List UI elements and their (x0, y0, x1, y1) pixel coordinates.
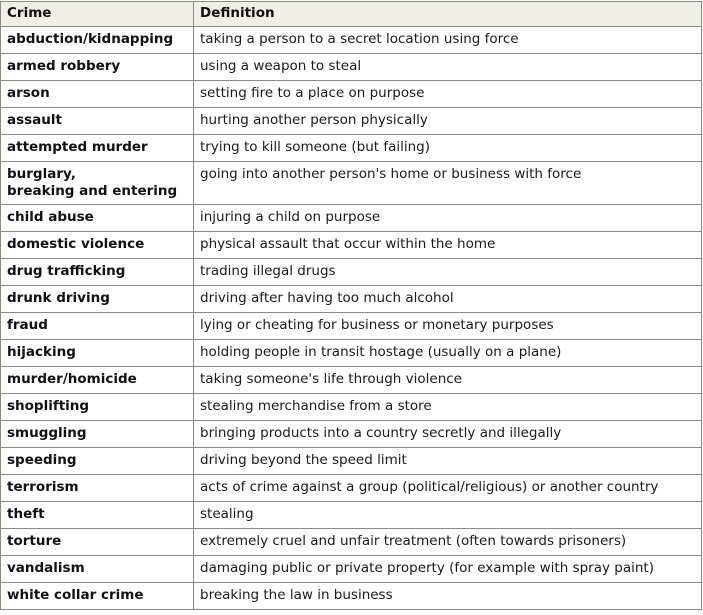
table-row (1, 475, 702, 502)
table-row (1, 394, 702, 421)
definition-cell: driving beyond the speed limit (194, 448, 702, 475)
crime-cell: torture (1, 529, 194, 556)
definition-cell: setting fire to a place on purpose (194, 81, 702, 108)
definition-cell: breaking the law in business (194, 583, 702, 610)
crime-cell: vandalism (1, 556, 194, 583)
column-header-definition: Definition (194, 2, 702, 27)
table-row (1, 259, 702, 286)
table-row (1, 135, 702, 162)
crime-cell: speeding (1, 448, 194, 475)
definition-cell: bringing products into a country secretly and illegally (194, 421, 702, 448)
definition-cell: acts of crime against a group (political/religious) or another country (194, 475, 702, 502)
definition-cell: using a weapon to steal (194, 54, 702, 81)
definition-cell: going into another person's home or business with force (194, 162, 702, 205)
table-row (1, 54, 702, 81)
table-row (1, 108, 702, 135)
table-row (1, 421, 702, 448)
crime-cell: burglary, breaking and entering (1, 162, 194, 205)
table-body (1, 27, 702, 610)
definition-cell: extremely cruel and unfair treatment (often towards prisoners) (194, 529, 702, 556)
crime-definitions-table (0, 1, 702, 610)
definition-cell: hurting another person physically (194, 108, 702, 135)
definition-cell: holding people in transit hostage (usually on a plane) (194, 340, 702, 367)
definition-cell: physical assault that occur within the home (194, 232, 702, 259)
crime-cell: drunk driving (1, 286, 194, 313)
definition-cell: lying or cheating for business or monetary purposes (194, 313, 702, 340)
table-row (1, 367, 702, 394)
crime-cell: drug trafficking (1, 259, 194, 286)
table-row (1, 232, 702, 259)
definition-cell: taking a person to a secret location using force (194, 27, 702, 54)
definition-cell: driving after having too much alcohol (194, 286, 702, 313)
table-row (1, 162, 702, 205)
definition-cell: damaging public or private property (for example with spray paint) (194, 556, 702, 583)
definition-cell: injuring a child on purpose (194, 205, 702, 232)
definition-cell: taking someone's life through violence (194, 367, 702, 394)
crime-cell: white collar crime (1, 583, 194, 610)
crime-cell: shoplifting (1, 394, 194, 421)
table-row (1, 27, 702, 54)
crime-cell: murder/homicide (1, 367, 194, 394)
table-row (1, 340, 702, 367)
crime-cell: armed robbery (1, 54, 194, 81)
crime-cell: attempted murder (1, 135, 194, 162)
table-row (1, 583, 702, 610)
definition-cell: trading illegal drugs (194, 259, 702, 286)
table-row (1, 205, 702, 232)
crime-cell: terrorism (1, 475, 194, 502)
header-row (1, 2, 702, 27)
table-row (1, 313, 702, 340)
table-row (1, 81, 702, 108)
crime-cell: smuggling (1, 421, 194, 448)
crime-cell: domestic violence (1, 232, 194, 259)
table-row (1, 448, 702, 475)
crime-cell: abduction/kidnapping (1, 27, 194, 54)
crime-cell: assault (1, 108, 194, 135)
crime-cell: fraud (1, 313, 194, 340)
crime-cell: theft (1, 502, 194, 529)
table-row (1, 529, 702, 556)
column-header-crime: Crime (1, 2, 194, 27)
definition-cell: trying to kill someone (but failing) (194, 135, 702, 162)
table-row (1, 286, 702, 313)
table-row (1, 502, 702, 529)
definition-cell: stealing merchandise from a store (194, 394, 702, 421)
crime-cell: arson (1, 81, 194, 108)
definition-cell: stealing (194, 502, 702, 529)
crime-cell: child abuse (1, 205, 194, 232)
table-row (1, 556, 702, 583)
crime-cell: hijacking (1, 340, 194, 367)
